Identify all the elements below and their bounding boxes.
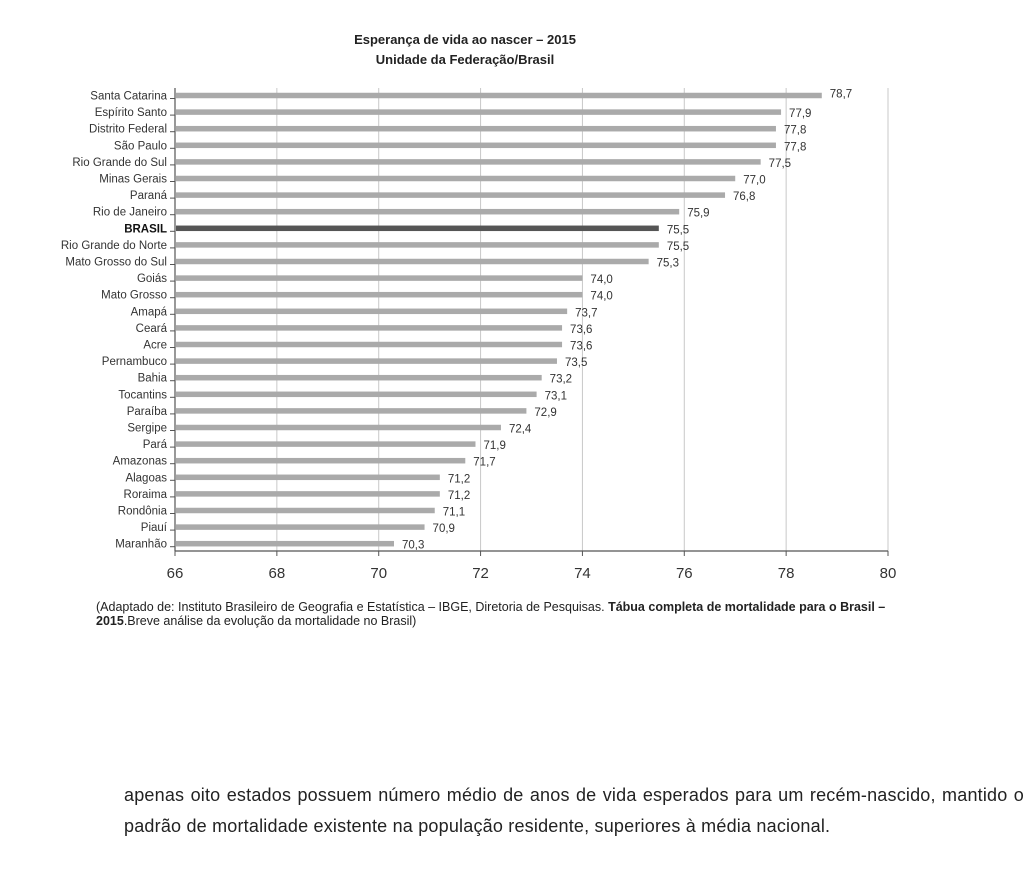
bar-15 [176,342,562,348]
category-label-25: Rondônia [117,505,167,518]
value-label-2: 77,8 [783,124,807,137]
source-text-end: .Breve análise da evolução da mortalidade no Brasil) [123,614,417,628]
bar-14 [176,325,562,331]
category-label-13: Amapá [130,306,167,319]
value-label-0: 78,7 [829,88,853,101]
category-label-21: Pará [142,439,167,452]
bar-18 [176,392,537,398]
chart-title: Esperança de vida ao nascer – 2015 [354,32,576,47]
x-tick-label-5: 76 [675,565,693,582]
category-label-27: Maranhão [115,538,167,551]
bars [176,93,822,547]
category-label-22: Amazonas [112,455,167,468]
category-label-5: Minas Gerais [99,173,167,186]
value-label-8: 75,5 [666,224,690,237]
category-label-3: São Paulo [113,140,167,153]
value-label-9: 75,5 [666,240,690,253]
category-label-10: Mato Grosso do Sul [65,256,167,269]
category-label-16: Pernambuco [101,356,167,369]
value-label-19: 72,9 [534,406,557,419]
category-label-2: Distrito Federal [89,123,167,136]
value-label-17: 73,2 [549,373,573,386]
value-label-23: 71,2 [447,473,471,486]
x-tick-label-7: 80 [879,565,897,582]
bar-16 [176,358,557,364]
bar-4 [176,159,761,165]
value-label-12: 74,0 [590,290,613,303]
statement-text: apenas oito estados possuem número médio de anos de vida esperados para um recém-nascido, mantido o padrão de mortalidade existente na população residente, superiores à média nacional. [124,785,1024,836]
bar-13 [176,309,567,315]
category-label-4: Rio Grande do Sul [72,156,167,169]
value-label-25: 71,1 [442,506,466,519]
x-tick-label-2: 70 [370,565,388,582]
bar-7 [176,209,679,215]
value-label-26: 70,9 [432,523,455,536]
bar-24 [176,491,440,497]
category-label-11: Goiás [136,273,167,286]
bar-2 [176,126,776,132]
bar-3 [176,143,776,149]
category-label-7: Rio de Janeiro [92,206,167,219]
x-tick-label-6: 78 [777,565,795,582]
value-label-3: 77,8 [783,141,807,154]
bar-27 [176,541,394,547]
value-label-21: 71,9 [483,440,506,453]
grid-lines [277,88,888,551]
x-tick-label-1: 68 [268,565,286,582]
bar-6 [176,192,725,198]
x-tick-label-0: 66 [166,565,184,582]
bar-9 [176,242,659,248]
bar-10 [176,259,649,265]
category-label-8: BRASIL [124,223,167,236]
category-label-15: Acre [143,339,167,352]
category-label-6: Paraná [129,190,167,203]
category-label-26: Piauí [140,522,167,535]
value-label-13: 73,7 [575,307,598,320]
bar-1 [176,109,781,115]
bar-20 [176,425,501,431]
category-label-19: Paraíba [126,405,167,418]
bar-17 [176,375,542,381]
bar-11 [176,275,582,281]
bar-8 [176,226,659,232]
source-text-start: (Adaptado de: Instituto Brasileiro de Geografia e Estatística – IBGE, Diretoria de Pesquisas. [96,600,609,614]
value-label-24: 71,2 [447,489,471,502]
value-label-15: 73,6 [570,340,593,353]
bar-26 [176,524,425,530]
value-label-6: 76,8 [733,191,756,204]
value-label-1: 77,9 [789,108,812,121]
bar-21 [176,441,475,447]
chart-source-note [96,600,926,628]
x-tick-label-4: 74 [574,565,591,582]
bar-0 [176,93,822,99]
category-label-1: Espírito Santo [94,107,167,120]
category-label-14: Ceará [135,322,167,335]
bar-5 [176,176,735,182]
value-label-10: 75,3 [656,257,680,270]
category-label-9: Rio Grande do Norte [60,239,167,252]
value-label-18: 73,1 [544,390,567,403]
bar-23 [176,475,440,481]
x-tick-label-3: 72 [472,565,489,582]
value-label-27: 70,3 [401,539,425,552]
category-label-17: Bahia [137,372,167,385]
category-label-0: Santa Catarina [90,90,167,103]
category-label-12: Mato Grosso [101,289,167,302]
category-label-23: Alagoas [125,472,167,485]
value-label-11: 74,0 [590,274,613,287]
value-label-5: 77,0 [743,174,766,187]
value-label-20: 72,4 [508,423,532,436]
value-label-14: 73,6 [570,323,593,336]
bar-12 [176,292,582,298]
value-label-22: 71,7 [473,456,496,469]
bar-25 [176,508,435,514]
category-label-18: Tocantins [118,389,167,402]
category-label-20: Sergipe [127,422,167,435]
bar-19 [176,408,526,414]
value-label-7: 75,9 [687,207,710,220]
category-label-24: Roraima [123,488,167,501]
chart-subtitle: Unidade da Federação/Brasil [375,52,555,67]
source-text-bold: Tábua completa de mortalidade para o Brasil – 2015 [96,600,886,628]
value-label-16: 73,5 [564,357,588,370]
bar-22 [176,458,465,464]
value-label-4: 77,5 [768,157,792,170]
